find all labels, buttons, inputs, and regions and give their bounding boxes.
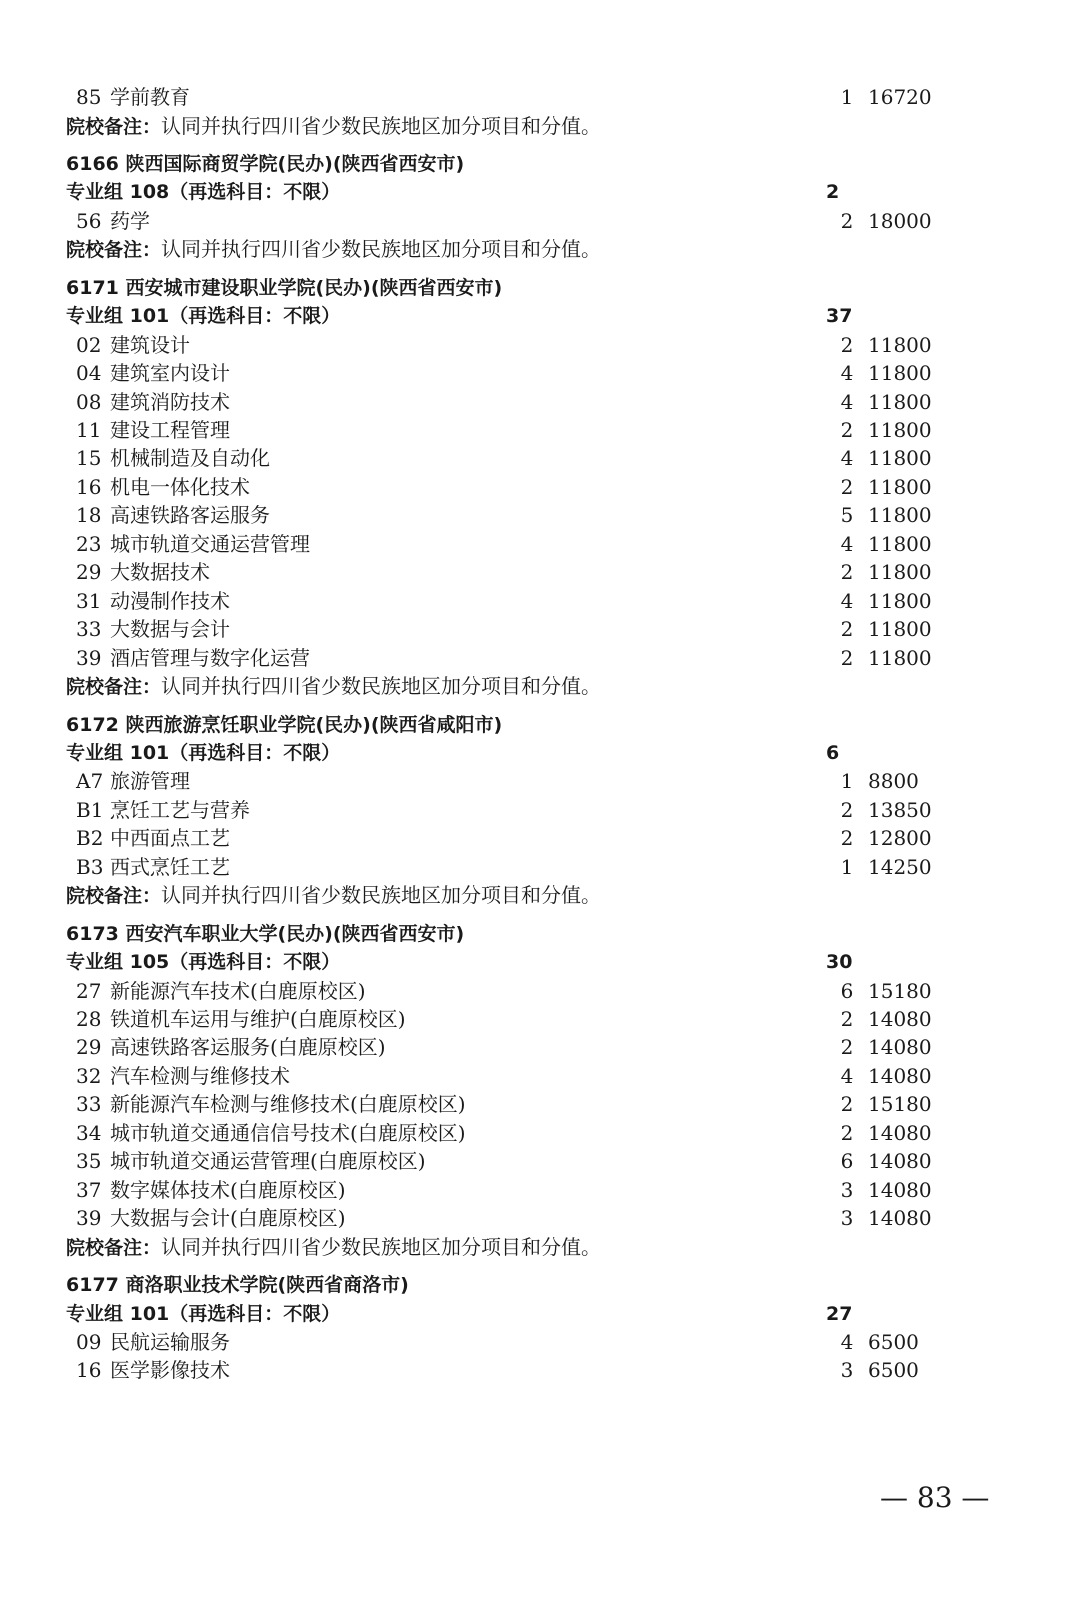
major-row xyxy=(0,796,1080,825)
major-plan-count: 4 xyxy=(840,361,854,385)
major-plan-count: 2 xyxy=(840,645,854,670)
major-row xyxy=(0,359,1080,388)
major-tuition: 11800 xyxy=(868,446,932,471)
major-code: 29 xyxy=(76,1035,102,1060)
major-tuition: 14080 xyxy=(868,1063,932,1088)
school-note-label: 院校备注： xyxy=(66,239,162,262)
major-row xyxy=(0,558,1080,587)
major-row xyxy=(0,644,1080,673)
school-title-text: 6173 西安汽车职业大学(民办)(陕西省西安市) xyxy=(66,922,465,945)
major-plan-count: 6 xyxy=(840,1149,854,1174)
major-tuition: 15180 xyxy=(868,978,932,1003)
major-row xyxy=(0,444,1080,473)
group-header xyxy=(0,948,1080,977)
school-note xyxy=(0,235,1080,264)
school-note-label: 院校备注： xyxy=(66,676,162,698)
major-code: 28 xyxy=(76,1007,102,1031)
major-name: 新能源汽车检测与维修技术(白鹿原校区) xyxy=(110,1092,466,1117)
major-name: 大数据与会计 xyxy=(110,617,230,642)
school-title xyxy=(0,1271,1080,1300)
major-code: 27 xyxy=(76,978,102,1003)
school-title-text: 6172 陕西旅游烹饪职业学院(民办)(陕西省咸阳市) xyxy=(66,713,503,736)
school-title xyxy=(0,150,1080,179)
major-tuition: 6500 xyxy=(868,1329,919,1354)
major-code: 32 xyxy=(76,1063,102,1088)
school-note-content xyxy=(66,112,601,143)
school-title xyxy=(0,711,1080,740)
group-header xyxy=(0,178,1080,207)
major-tuition: 13850 xyxy=(868,797,932,822)
major-code: 04 xyxy=(76,361,102,385)
major-tuition: 11800 xyxy=(868,588,932,613)
major-tuition: 14250 xyxy=(868,854,932,879)
major-name: 机电一体化技术 xyxy=(110,474,250,499)
major-row xyxy=(0,331,1080,360)
major-name: 学前教育 xyxy=(110,85,190,109)
major-tuition: 11800 xyxy=(868,389,932,414)
group-label: 专业组 101（再选科目：不限） xyxy=(66,1302,341,1325)
school-note-text: 认同并执行四川省少数民族地区加分项目和分值。 xyxy=(161,237,602,262)
major-tuition: 11800 xyxy=(868,361,932,385)
major-name: 民航运输服务 xyxy=(110,1329,230,1354)
major-code: 08 xyxy=(76,389,102,414)
major-plan-count: 2 xyxy=(840,332,854,357)
major-row xyxy=(0,1328,1080,1357)
school-title-text: 6177 商洛职业技术学院(陕西省商洛市) xyxy=(66,1274,409,1296)
major-tuition: 14080 xyxy=(868,1177,932,1202)
major-name: 城市轨道交通运营管理 xyxy=(110,531,310,556)
school-note-content xyxy=(66,1233,601,1264)
major-row xyxy=(0,824,1080,853)
major-code: 37 xyxy=(76,1177,102,1202)
major-row xyxy=(0,1033,1080,1062)
school-note xyxy=(0,1233,1080,1262)
major-row xyxy=(0,1119,1080,1148)
major-code: 33 xyxy=(76,1092,102,1117)
major-row xyxy=(0,1176,1080,1205)
major-row xyxy=(0,587,1080,616)
major-plan-count: 2 xyxy=(840,617,854,642)
major-name: 汽车检测与维修技术 xyxy=(110,1063,290,1088)
major-plan-count: 2 xyxy=(840,1035,854,1060)
major-plan-count: 2 xyxy=(840,1007,854,1031)
major-plan-count: 2 xyxy=(840,1092,854,1117)
group-label: 专业组 101（再选科目：不限） xyxy=(66,305,341,328)
major-plan-count: 2 xyxy=(840,208,854,233)
major-name: 新能源汽车技术(白鹿原校区) xyxy=(110,978,366,1003)
major-tuition: 11800 xyxy=(868,645,932,670)
major-name: 大数据与会计(白鹿原校区) xyxy=(110,1206,346,1231)
major-tuition: 11800 xyxy=(868,560,932,585)
major-code: B1 xyxy=(76,797,104,822)
major-row xyxy=(0,83,1080,112)
major-name: 高速铁路客运服务 xyxy=(110,503,270,528)
major-tuition: 14080 xyxy=(868,1120,932,1145)
school-note-text: 认同并执行四川省少数民族地区加分项目和分值。 xyxy=(161,1234,602,1259)
major-name: 药学 xyxy=(110,208,150,233)
major-plan-count: 3 xyxy=(840,1177,854,1202)
major-tuition: 11800 xyxy=(868,531,932,556)
group-header xyxy=(0,302,1080,331)
major-name: 中西面点工艺 xyxy=(110,826,230,851)
major-row xyxy=(0,473,1080,502)
school-note-text: 认同并执行四川省少数民族地区加分项目和分值。 xyxy=(161,883,602,908)
major-tuition: 11800 xyxy=(868,417,932,442)
major-row xyxy=(0,1356,1080,1385)
major-tuition: 11800 xyxy=(868,617,932,642)
major-plan-count: 3 xyxy=(840,1206,854,1231)
major-code: 15 xyxy=(76,446,102,471)
school-note xyxy=(0,672,1080,701)
group-count: 30 xyxy=(826,951,853,974)
major-plan-count: 6 xyxy=(840,978,854,1003)
major-code: 11 xyxy=(76,417,102,442)
major-tuition: 8800 xyxy=(868,769,919,794)
major-name: 城市轨道交通通信信号技术(白鹿原校区) xyxy=(110,1120,466,1145)
school-title xyxy=(0,920,1080,949)
major-name: 烹饪工艺与营养 xyxy=(110,797,250,822)
major-tuition: 14080 xyxy=(868,1035,932,1060)
major-tuition: 15180 xyxy=(868,1092,932,1117)
school-note-label: 院校备注： xyxy=(66,885,162,908)
major-plan-count: 2 xyxy=(840,826,854,851)
major-row xyxy=(0,1090,1080,1119)
major-code: 39 xyxy=(76,645,102,670)
major-name: 城市轨道交通运营管理(白鹿原校区) xyxy=(110,1149,426,1174)
school-note xyxy=(0,112,1080,141)
major-tuition: 14080 xyxy=(868,1007,932,1031)
major-tuition: 11800 xyxy=(868,474,932,499)
major-plan-count: 3 xyxy=(840,1358,854,1383)
major-name: 西式烹饪工艺 xyxy=(110,854,230,879)
major-code: 18 xyxy=(76,503,102,528)
major-code: B2 xyxy=(76,826,104,851)
school-title-text: 6166 陕西国际商贸学院(民办)(陕西省西安市) xyxy=(66,152,465,175)
school-note-label: 院校备注： xyxy=(66,115,162,138)
major-plan-count: 4 xyxy=(840,1063,854,1088)
major-code: 56 xyxy=(76,208,102,233)
major-code: 29 xyxy=(76,560,102,585)
group-count: 2 xyxy=(826,181,840,204)
major-tuition: 18000 xyxy=(868,208,932,233)
major-name: 医学影像技术 xyxy=(110,1358,230,1383)
group-count: 27 xyxy=(826,1302,853,1325)
major-code: 16 xyxy=(76,1358,102,1383)
group-count: 6 xyxy=(826,741,840,764)
major-plan-count: 1 xyxy=(840,854,854,879)
group-label: 专业组 101（再选科目：不限） xyxy=(66,741,341,764)
major-name: 机械制造及自动化 xyxy=(110,446,270,471)
major-code: 09 xyxy=(76,1329,102,1354)
major-code: 34 xyxy=(76,1120,102,1145)
school-note-content xyxy=(66,881,601,912)
major-name: 大数据技术 xyxy=(110,560,210,585)
group-label: 专业组 105（再选科目：不限） xyxy=(66,951,341,974)
major-code: 23 xyxy=(76,531,102,556)
major-plan-count: 5 xyxy=(840,503,854,528)
major-code: 39 xyxy=(76,1206,102,1231)
school-note-text: 认同并执行四川省少数民族地区加分项目和分值。 xyxy=(161,674,602,698)
page-number: — 83 — xyxy=(880,1481,990,1514)
major-row xyxy=(0,767,1080,796)
major-name: 铁道机车运用与维护(白鹿原校区) xyxy=(110,1007,406,1031)
major-row xyxy=(0,977,1080,1006)
major-plan-count: 2 xyxy=(840,560,854,585)
major-row xyxy=(0,207,1080,236)
school-note-content xyxy=(66,235,601,266)
major-plan-count: 4 xyxy=(840,389,854,414)
major-code: 16 xyxy=(76,474,102,499)
major-row xyxy=(0,530,1080,559)
major-row xyxy=(0,1147,1080,1176)
major-plan-count: 4 xyxy=(840,588,854,613)
major-tuition: 14080 xyxy=(868,1149,932,1174)
major-plan-count: 2 xyxy=(840,797,854,822)
major-row xyxy=(0,615,1080,644)
major-code: 85 xyxy=(76,85,102,109)
major-name: 建筑室内设计 xyxy=(110,361,230,385)
school-title xyxy=(0,274,1080,303)
major-name: 建设工程管理 xyxy=(110,417,230,442)
major-tuition: 12800 xyxy=(868,826,932,851)
major-plan-count: 2 xyxy=(840,1120,854,1145)
major-row xyxy=(0,1204,1080,1233)
major-plan-count: 2 xyxy=(840,474,854,499)
major-tuition: 11800 xyxy=(868,503,932,528)
major-row xyxy=(0,416,1080,445)
major-row xyxy=(0,388,1080,417)
major-code: 35 xyxy=(76,1149,102,1174)
school-note xyxy=(0,881,1080,910)
major-name: 高速铁路客运服务(白鹿原校区) xyxy=(110,1035,386,1060)
major-tuition: 6500 xyxy=(868,1358,919,1383)
group-count: 37 xyxy=(826,305,853,328)
school-note-content xyxy=(66,672,601,703)
major-name: 旅游管理 xyxy=(110,769,190,794)
group-header xyxy=(0,1300,1080,1329)
major-code: A7 xyxy=(76,769,104,794)
major-name: 数字媒体技术(白鹿原校区) xyxy=(110,1177,346,1202)
major-code: 02 xyxy=(76,332,102,357)
major-tuition: 16720 xyxy=(868,85,932,109)
major-code: B3 xyxy=(76,854,104,879)
major-tuition: 14080 xyxy=(868,1206,932,1231)
major-row xyxy=(0,853,1080,882)
major-code: 31 xyxy=(76,588,102,613)
major-name: 动漫制作技术 xyxy=(110,588,230,613)
major-plan-count: 4 xyxy=(840,531,854,556)
major-plan-count: 1 xyxy=(840,769,854,794)
major-code: 33 xyxy=(76,617,102,642)
major-plan-count: 4 xyxy=(840,1329,854,1354)
major-name: 酒店管理与数字化运营 xyxy=(110,645,310,670)
school-title-text: 6171 西安城市建设职业学院(民办)(陕西省西安市) xyxy=(66,276,503,299)
group-header xyxy=(0,739,1080,768)
major-plan-count: 2 xyxy=(840,417,854,442)
major-row xyxy=(0,1005,1080,1034)
major-name: 建筑消防技术 xyxy=(110,389,230,414)
major-row xyxy=(0,1062,1080,1091)
school-note-text: 认同并执行四川省少数民族地区加分项目和分值。 xyxy=(161,113,602,138)
group-label: 专业组 108（再选科目：不限） xyxy=(66,181,341,204)
major-row xyxy=(0,501,1080,530)
major-tuition: 11800 xyxy=(868,332,932,357)
major-name: 建筑设计 xyxy=(110,332,190,357)
major-plan-count: 1 xyxy=(840,85,854,109)
major-plan-count: 4 xyxy=(840,446,854,471)
school-note-label: 院校备注： xyxy=(66,1236,162,1259)
